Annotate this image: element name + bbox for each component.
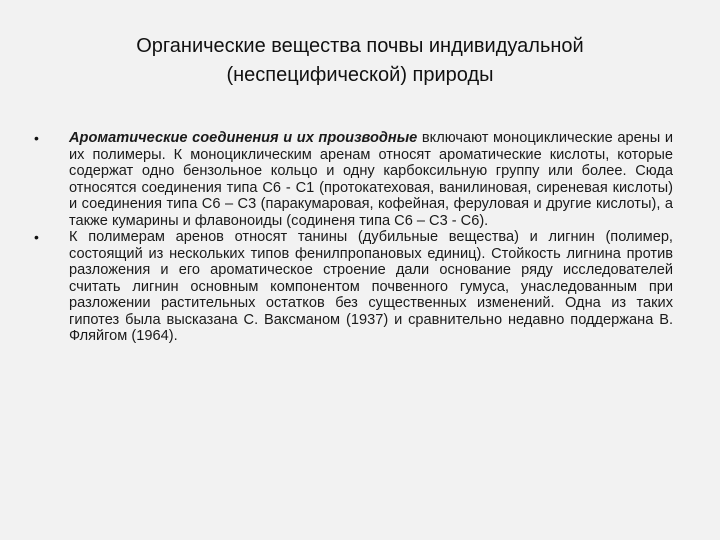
bullet-list bbox=[0, 130, 720, 345]
title-line-1: Органические вещества почвы индивидуальной bbox=[136, 35, 584, 57]
bullet-body: включают моноциклические арены и их полимеры. К моноциклическим аренам относят ароматические кислоты, которые содержат одно бензольное кольцо и одну карбоксильную группу или более. Сюда относятся соединения типа С6 - С1 (протокатеховая, ванилиновая, сиреневая кислоты) и соединения типа С6 – С3 (паракумаровая, кофейная, феруловая и другие кислоты), а также кумарины и флавоноиды (содиненя типа С6 – С3 - С6). bbox=[69, 130, 673, 229]
bullet-lead: Ароматические соединения и их производные bbox=[69, 130, 418, 146]
bullet-marker: • bbox=[34, 130, 39, 146]
bullet-text bbox=[69, 130, 673, 229]
bullet-marker: • bbox=[34, 229, 39, 245]
bullet-item-polymers bbox=[0, 229, 720, 345]
slide-title bbox=[40, 32, 680, 90]
bullet-text bbox=[69, 229, 673, 345]
bullet-item-aromatic bbox=[0, 130, 720, 229]
bullet-body: К полимерам аренов относят танины (дубильные вещества) и лигнин (полимер, состоящий из нескольких типов фенилпропановых единиц). Стойкость лигнина против разложения и его ароматическое строение дали основание ряду исследователей считать лигнин основным компонентом почвенного гумуса, унаследованным при разложении растительных остатков без существенных изменений. Одна из таких гипотез была высказана С. Ваксманом (1937) и сравнительно недавно поддержана В. Фляйгом (1964). bbox=[69, 229, 673, 344]
title-line-2: (неспецифической) природы bbox=[226, 64, 494, 86]
